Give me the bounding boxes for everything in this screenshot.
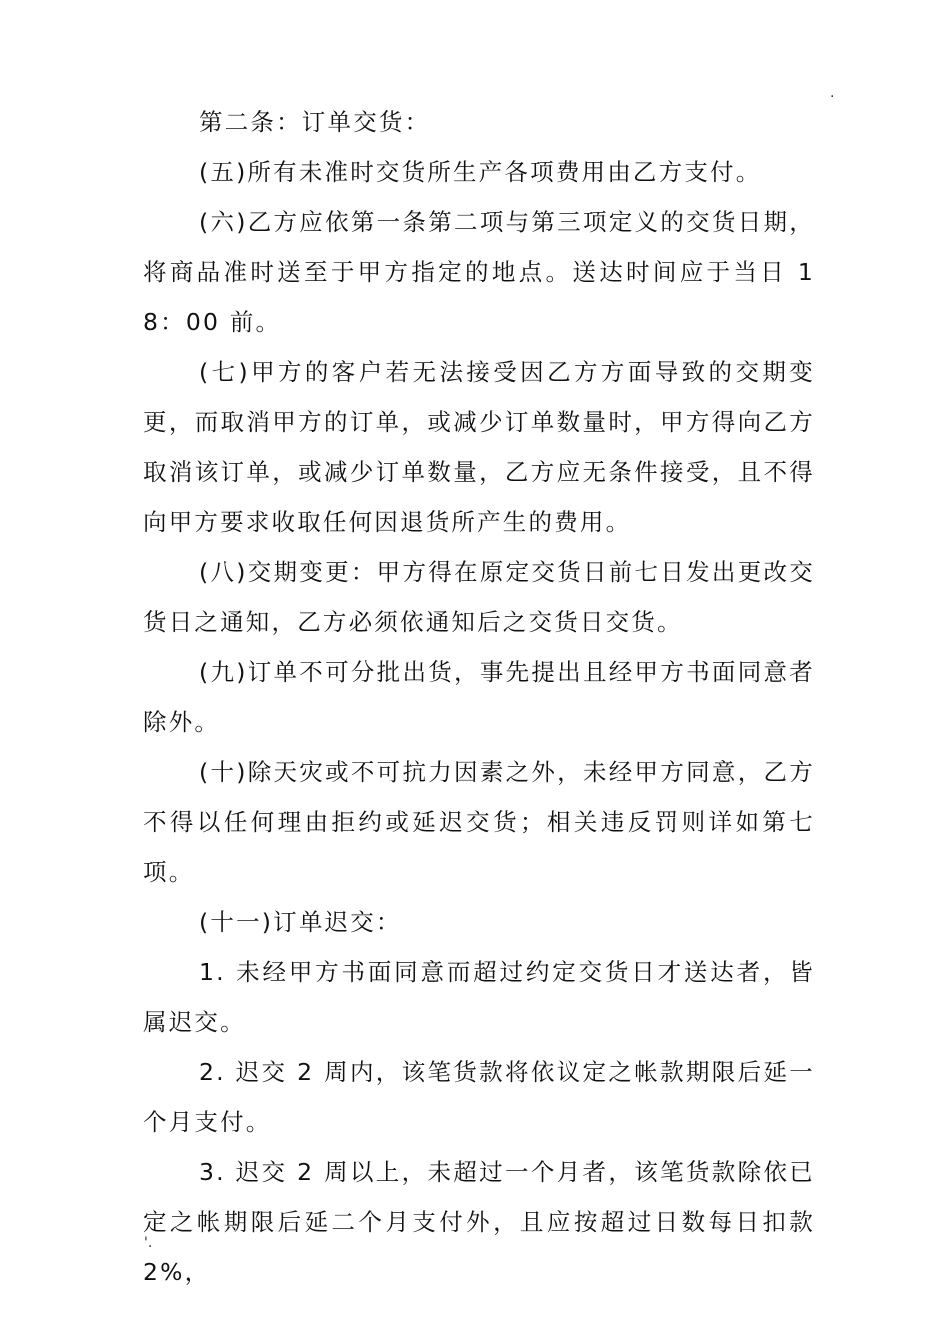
clause-9: (九)订单不可分批出货，事先提出且经甲方书面同意者除外。: [143, 658, 815, 736]
clause-8: (八)交期变更：甲方得在原定交货日前七日发出更改交货日之通知，乙方必须依通知后之交货日交货。: [143, 558, 815, 636]
article-heading: 第二条：订单交货：: [199, 108, 431, 136]
clause-11-heading: (十一)订单迟交：: [199, 908, 402, 936]
page-mark-bottom: '.: [144, 1235, 153, 1251]
clause-6: (六)乙方应依第一条第二项与第三项定义的交货日期，将商品准时送至于甲方指定的地点。送达时间应于当日 18：00 前。: [143, 208, 815, 336]
clause-11-item-1: 1. 未经甲方书面同意而超过约定交货日才送达者，皆属迟交。: [143, 958, 815, 1036]
document-body: [143, 97, 815, 1297]
clause-7: (七)甲方的客户若无法接受因乙方方面导致的交期变更，而取消甲方的订单，或减少订单数量时，甲方得向乙方取消该订单，或减少订单数量，乙方应无条件接受，且不得向甲方要求收取任何因退货所产生的费用。: [143, 358, 815, 536]
clause-10: (十)除天灾或不可抗力因素之外，未经甲方同意，乙方不得以任何理由拒约或延迟交货；相关违反罚则详如第七项。: [143, 758, 815, 886]
clause-11-item-3: 3. 迟交 2 周以上，未超过一个月者，该笔货款除依已定之帐期限后延二个月支付外，且应按超过日数每日扣款 2%，: [143, 1158, 815, 1286]
clause-11-item-2: 2. 迟交 2 周内，该笔货款将依议定之帐款期限后延一个月支付。: [143, 1058, 815, 1136]
clause-5: (五)所有未准时交货所生产各项费用由乙方支付。: [199, 158, 762, 186]
page-mark-top: .: [830, 85, 835, 101]
